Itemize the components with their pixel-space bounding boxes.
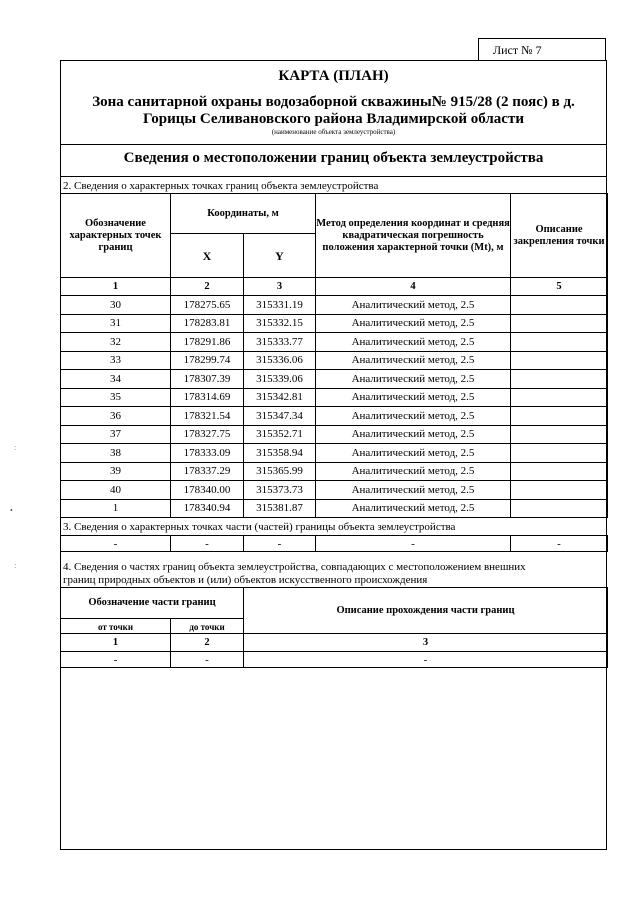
section-2-title: 2. Сведения о характерных точках границ объекта землеустройства (63, 180, 379, 192)
table-row (61, 296, 608, 315)
cell-method: Аналитический метод, 2.5 (316, 462, 511, 481)
margin-mark: ː (14, 443, 17, 452)
table-row (61, 425, 608, 444)
section-4-title-line-2: границ природных объектов и (или) объектов искусственного происхождения (63, 574, 428, 586)
cell-x: 178314.69 (171, 388, 244, 407)
cell-point: 36 (61, 407, 171, 426)
cell-y: 315352.71 (244, 425, 316, 444)
cell-desc (511, 499, 608, 518)
cell-method: Аналитический метод, 2.5 (316, 314, 511, 333)
table-row (61, 407, 608, 426)
col-number: 3 (244, 278, 316, 296)
cell-desc (511, 425, 608, 444)
cell-y: 315373.73 (244, 481, 316, 500)
object-name-line-2: Горицы Селивановского района Владимирской области (143, 111, 524, 127)
cell-desc (511, 370, 608, 389)
header-from-point (61, 619, 171, 634)
cell-desc (511, 333, 608, 352)
cell-method: Аналитический метод, 2.5 (316, 370, 511, 389)
cell-x: 178340.94 (171, 499, 244, 518)
boundary-parts-table (60, 587, 608, 668)
cell-x: 178321.54 (171, 407, 244, 426)
cell-x: 178307.39 (171, 370, 244, 389)
cell-y: 315339.06 (244, 370, 316, 389)
cell-x: 178283.81 (171, 314, 244, 333)
object-name-line-1: Зона санитарной охраны водозаборной скважины№ 915/28 (2 пояс) в д. (92, 94, 575, 110)
cell-point: 35 (61, 388, 171, 407)
table-row (61, 462, 608, 481)
header-y: Y (244, 234, 316, 278)
cell-desc (511, 462, 608, 481)
cell-method: Аналитический метод, 2.5 (316, 388, 511, 407)
table-cell: - (316, 536, 511, 552)
col-number: 1 (61, 278, 171, 296)
cell-desc (511, 444, 608, 463)
cell-desc (511, 407, 608, 426)
cell-y: 315365.99 (244, 462, 316, 481)
header-from-label: от точки (97, 622, 134, 632)
object-caption: (наименование объекта землеустройства) (271, 128, 396, 136)
cell-y: 315381.87 (244, 499, 316, 518)
cell-desc (511, 314, 608, 333)
cell-point: 40 (61, 481, 171, 500)
header-to-label: до точки (189, 622, 225, 632)
cell-method: Аналитический метод, 2.5 (316, 333, 511, 352)
col-number: 2 (171, 634, 244, 652)
cell-y: 315358.94 (244, 444, 316, 463)
cell-y: 315331.19 (244, 296, 316, 315)
cell-y: 315332.15 (244, 314, 316, 333)
header-to-point (171, 619, 244, 634)
col-number: 2 (171, 278, 244, 296)
header-coords: Координаты, м (171, 194, 316, 234)
cell-x: 178333.09 (171, 444, 244, 463)
table-row (61, 499, 608, 518)
col-number: 3 (244, 634, 608, 652)
col-number: 5 (511, 278, 608, 296)
cell-method: Аналитический метод, 2.5 (316, 296, 511, 315)
cell-point: 34 (61, 370, 171, 389)
cell-y: 315342.81 (244, 388, 316, 407)
cell-method: Аналитический метод, 2.5 (316, 444, 511, 463)
margin-mark: • (10, 506, 13, 515)
cell-y: 315333.77 (244, 333, 316, 352)
part-points-table (60, 535, 608, 552)
table-cell: - (61, 652, 171, 668)
table-row (61, 333, 608, 352)
cell-desc (511, 351, 608, 370)
object-name (60, 94, 607, 128)
cell-x: 178327.75 (171, 425, 244, 444)
header-designation: Обозначение характерных точек границ (61, 194, 171, 278)
table-row (61, 314, 608, 333)
cell-point: 31 (61, 314, 171, 333)
table-row (61, 388, 608, 407)
divider (60, 176, 607, 177)
cell-x: 178299.74 (171, 351, 244, 370)
points-table (60, 193, 608, 518)
cell-point: 32 (61, 333, 171, 352)
header-part-description: Описание прохождения части границ (244, 588, 608, 634)
header-description: Описание закрепления точки (511, 194, 608, 278)
cell-y: 315336.06 (244, 351, 316, 370)
table-cell: - (244, 536, 316, 552)
map-title: КАРТА (ПЛАН) (278, 68, 389, 84)
margin-mark: ː (14, 561, 17, 570)
cell-desc (511, 296, 608, 315)
cell-method: Аналитический метод, 2.5 (316, 481, 511, 500)
sheet-number: Лист № 7 (478, 38, 606, 60)
cell-desc (511, 388, 608, 407)
cell-method: Аналитический метод, 2.5 (316, 499, 511, 518)
cell-method: Аналитический метод, 2.5 (316, 425, 511, 444)
section-subtitle: Сведения о местоположении границ объекта землеустройства (123, 150, 544, 166)
header-method: Метод определения координат и средняя квадратическая погрешность положения характерной точки (Mt), м (316, 194, 511, 278)
cell-method: Аналитический метод, 2.5 (316, 351, 511, 370)
table-row (61, 444, 608, 463)
cell-y: 315347.34 (244, 407, 316, 426)
table-cell: - (511, 536, 608, 552)
table-cell: - (244, 652, 608, 668)
header-part-designation: Обозначение части границ (61, 588, 244, 619)
col-number: 4 (316, 278, 511, 296)
table-cell: - (171, 536, 244, 552)
table-cell: - (171, 652, 244, 668)
section-3-title: 3. Сведения о характерных точках части (частей) границы объекта землеустройства (63, 521, 456, 533)
cell-x: 178340.00 (171, 481, 244, 500)
cell-desc (511, 481, 608, 500)
section-4-title (63, 561, 526, 587)
section-4-title-line-1: 4. Сведения о частях границ объекта землеустройства, совпадающих с местоположением внешних (63, 561, 526, 573)
cell-x: 178291.86 (171, 333, 244, 352)
table-cell: - (61, 536, 171, 552)
cell-point: 1 (61, 499, 171, 518)
table-row (61, 481, 608, 500)
cell-x: 178275.65 (171, 296, 244, 315)
cell-x: 178337.29 (171, 462, 244, 481)
cell-point: 39 (61, 462, 171, 481)
table-row (61, 351, 608, 370)
cell-method: Аналитический метод, 2.5 (316, 407, 511, 426)
header-x: X (171, 234, 244, 278)
cell-point: 33 (61, 351, 171, 370)
divider (60, 144, 607, 145)
col-number: 1 (61, 634, 171, 652)
cell-point: 30 (61, 296, 171, 315)
cell-point: 38 (61, 444, 171, 463)
cell-point: 37 (61, 425, 171, 444)
table-row (61, 370, 608, 389)
